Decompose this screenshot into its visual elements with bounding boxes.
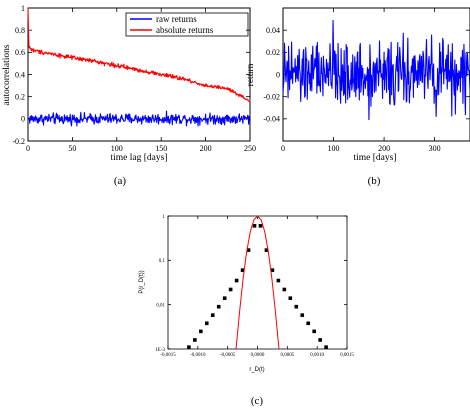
chart-a-ytick-label: -0.2 xyxy=(12,136,25,146)
chart-c-ytick-label: 1 xyxy=(162,214,165,220)
chart-c-point xyxy=(289,296,293,300)
chart-b-xtick-label: 0 xyxy=(281,144,285,153)
chart-c-point xyxy=(205,321,209,325)
caption-c: (c) xyxy=(250,395,264,407)
chart-c-xlabel: r_D(t) xyxy=(249,367,265,373)
chart-c-xtick-label: -0,0010 xyxy=(190,353,206,358)
chart-c-point xyxy=(199,330,203,334)
chart-b-xlabel: time [days] xyxy=(353,153,397,163)
chart-a-xtick-label: 50 xyxy=(68,144,77,153)
chart-c-point xyxy=(235,279,239,283)
chart-c-point xyxy=(312,330,316,334)
chart-c-point xyxy=(277,279,281,283)
chart-a-xtick-label: 100 xyxy=(110,144,123,153)
chart-a-ytick-label: 0.2 xyxy=(15,92,25,102)
chart-c-point xyxy=(187,345,191,349)
chart-c-point xyxy=(211,313,215,317)
chart-a-legend xyxy=(126,13,248,36)
chart-b-ylabel: return xyxy=(246,63,256,87)
chart-c-ytick-label: 0,1 xyxy=(158,259,165,265)
chart-c-xtick-label: 0,0015 xyxy=(340,353,354,358)
chart-a-xtick-label: 150 xyxy=(155,144,168,153)
chart-b-xtick-label: 200 xyxy=(378,144,391,153)
chart-c-ylabel: P(r_D(t)) xyxy=(139,270,145,294)
legend-label-raw-returns: raw returns xyxy=(156,14,197,24)
chart-c-ytick-label: 1E-3 xyxy=(155,347,165,353)
chart-c-point xyxy=(318,338,322,342)
chart-c-frame xyxy=(168,216,347,349)
chart-b-ytick-label: 0.02 xyxy=(266,48,280,58)
chart-a-ylabel: autocorrelations xyxy=(2,44,12,106)
chart-a xyxy=(2,4,256,163)
caption-b: (b) xyxy=(367,175,381,187)
chart-c-point xyxy=(259,224,263,228)
caption-a: (a) xyxy=(113,175,127,187)
chart-c-point xyxy=(300,313,304,317)
chart-a-ytick-label: 1 xyxy=(21,3,25,13)
chart-c-point xyxy=(324,345,328,349)
chart-a-ytick-label: 0 xyxy=(21,114,25,124)
chart-b-xtick-label: 100 xyxy=(327,144,340,153)
legend-label-absolute-returns: absolute returns xyxy=(156,25,214,35)
chart-c-point xyxy=(283,288,287,292)
chart-c-point xyxy=(253,224,257,228)
chart-b-ytick-label: -0.02 xyxy=(263,92,280,102)
chart-c-point xyxy=(294,305,298,309)
chart-c-point xyxy=(193,338,197,342)
chart-c-point xyxy=(217,305,221,309)
chart-c-xtick-label: 0,0000 xyxy=(250,353,265,358)
chart-b-ytick-label: -0.04 xyxy=(263,114,280,124)
chart-c-point xyxy=(223,296,227,300)
chart-c-ytick-label: 0,01 xyxy=(156,303,165,309)
chart-b-ytick-label: 0 xyxy=(276,70,280,80)
chart-a-series-raw-returns xyxy=(29,111,250,126)
chart-c-xtick-label: 0,0005 xyxy=(280,353,295,358)
chart-a-xtick-label: 0 xyxy=(26,144,30,153)
chart-b-series-series-0 xyxy=(283,20,470,119)
chart-a-ytick-label: 0.8 xyxy=(15,25,25,35)
chart-c-xtick-label: -0,0005 xyxy=(219,353,236,358)
chart-a-xtick-label: 200 xyxy=(199,144,212,153)
chart-b-xtick-label: 300 xyxy=(428,144,441,153)
chart-c-point xyxy=(229,288,233,292)
chart-c-xtick-label: -0,0015 xyxy=(160,353,176,358)
chart-c-xtick-label: 0,0010 xyxy=(310,353,325,358)
chart-c-series-series-1 xyxy=(236,216,279,349)
chart-c-point xyxy=(306,321,310,325)
chart-a-ytick-label: 0.4 xyxy=(15,70,25,80)
chart-a-ytick-label: 0.6 xyxy=(15,48,25,58)
chart-b xyxy=(246,8,470,163)
chart-a-xtick-label: 250 xyxy=(244,144,256,153)
chart-c xyxy=(139,215,354,373)
chart-a-xlabel: time lag [days] xyxy=(110,153,168,163)
chart-b-ytick-label: 0.04 xyxy=(266,25,280,35)
